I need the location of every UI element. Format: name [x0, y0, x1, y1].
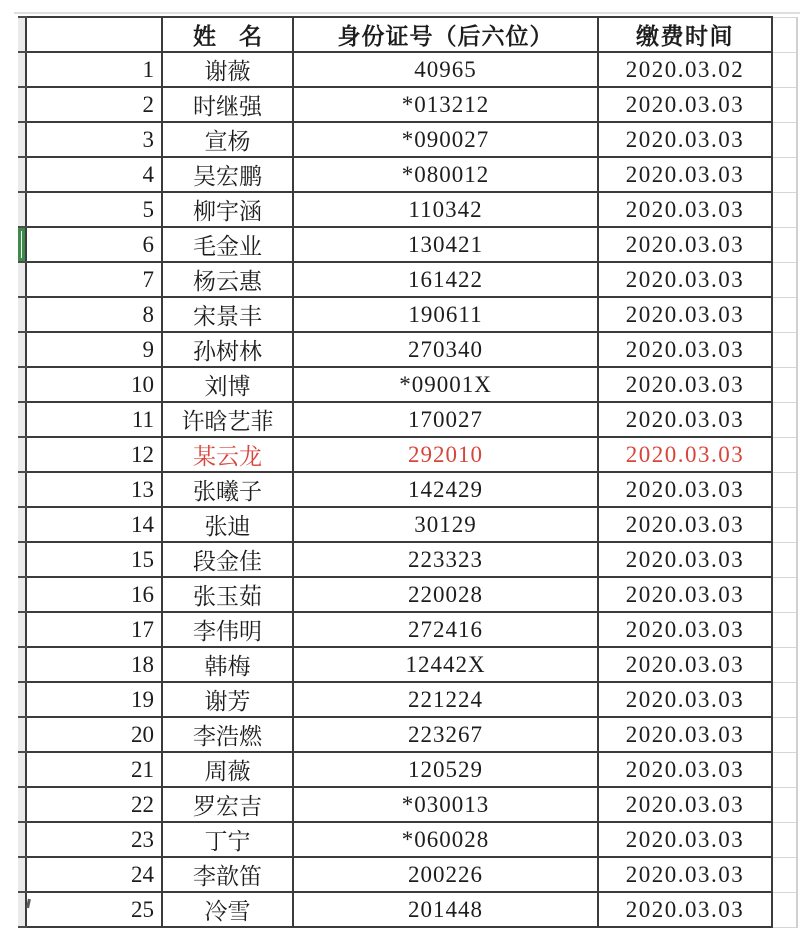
table-row: [18, 542, 797, 577]
id-cell[interactable]: 12442X: [293, 647, 598, 682]
name-cell[interactable]: 李浩燃: [162, 717, 293, 752]
left-margin-cell[interactable]: [18, 787, 26, 822]
date-cell[interactable]: 2020.03.03: [598, 752, 772, 787]
date-cell[interactable]: 2020.03.03: [598, 157, 772, 192]
left-margin-cell[interactable]: [18, 52, 26, 87]
right-margin-cell[interactable]: [772, 577, 797, 612]
id-cell[interactable]: 40965: [293, 52, 598, 87]
name-cell[interactable]: 谢薇: [162, 52, 293, 87]
table-row: [18, 752, 797, 787]
date-cell[interactable]: 2020.03.03: [598, 332, 772, 367]
table-row: [18, 682, 797, 717]
row-number-cell[interactable]: 7: [26, 262, 162, 297]
table-row: [18, 87, 797, 122]
table-row: [18, 507, 797, 542]
left-margin-cell[interactable]: [18, 857, 26, 892]
right-margin-cell[interactable]: [772, 787, 797, 822]
right-margin-cell: [772, 17, 797, 52]
id-cell[interactable]: 200226: [293, 857, 598, 892]
id-cell[interactable]: 201448: [293, 892, 598, 927]
right-margin-cell[interactable]: [772, 542, 797, 577]
table-row: [18, 52, 797, 87]
right-margin-cell[interactable]: [772, 227, 797, 262]
right-margin-cell[interactable]: [772, 367, 797, 402]
row-number-cell[interactable]: 16: [26, 577, 162, 612]
left-margin-cell[interactable]: [18, 157, 26, 192]
name-cell[interactable]: 罗宏吉: [162, 787, 293, 822]
name-cell[interactable]: 时继强: [162, 87, 293, 122]
table-row: [18, 402, 797, 437]
row-number-cell[interactable]: 12: [26, 437, 162, 472]
date-cell[interactable]: 2020.03.03: [598, 577, 772, 612]
table-row: [18, 437, 797, 472]
name-cell[interactable]: 刘博: [162, 367, 293, 402]
left-margin-cell[interactable]: [18, 262, 26, 297]
right-margin-cell[interactable]: [772, 87, 797, 122]
id-cell[interactable]: *09001X: [293, 367, 598, 402]
date-cell[interactable]: 2020.03.03: [598, 892, 772, 927]
name-cell[interactable]: 某云龙: [162, 437, 293, 472]
row-number-cell[interactable]: 18: [26, 647, 162, 682]
row-number-cell[interactable]: 20: [26, 717, 162, 752]
right-margin-cell[interactable]: [772, 507, 797, 542]
id-cell[interactable]: 30129: [293, 507, 598, 542]
right-margin-cell[interactable]: [772, 857, 797, 892]
id-cell[interactable]: *080012: [293, 157, 598, 192]
id-cell[interactable]: *090027: [293, 122, 598, 157]
table-row: [18, 857, 797, 892]
right-margin-cell[interactable]: [772, 437, 797, 472]
date-cell[interactable]: 2020.03.03: [598, 787, 772, 822]
cutoff-row-line: [14, 12, 800, 14]
id-cell[interactable]: 223267: [293, 717, 598, 752]
left-margin-cell[interactable]: [18, 612, 26, 647]
date-cell[interactable]: 2020.03.03: [598, 717, 772, 752]
name-cell[interactable]: 李歆笛: [162, 857, 293, 892]
name-cell[interactable]: 毛金业: [162, 227, 293, 262]
id-cell[interactable]: *013212: [293, 87, 598, 122]
name-cell[interactable]: 宣杨: [162, 122, 293, 157]
row-number-cell[interactable]: 10: [26, 367, 162, 402]
id-cell[interactable]: 221224: [293, 682, 598, 717]
table-row: [18, 612, 797, 647]
id-cell[interactable]: 120529: [293, 752, 598, 787]
table-row: [18, 822, 797, 857]
date-cell[interactable]: 2020.03.03: [598, 472, 772, 507]
id-cell[interactable]: 190611: [293, 297, 598, 332]
right-margin-cell[interactable]: [772, 192, 797, 227]
table-row: [18, 577, 797, 612]
row-number-cell[interactable]: 15: [26, 542, 162, 577]
name-cell[interactable]: 周薇: [162, 752, 293, 787]
id-cell[interactable]: 130421: [293, 227, 598, 262]
row-number-cell[interactable]: 23: [26, 822, 162, 857]
date-cell[interactable]: 2020.03.03: [598, 612, 772, 647]
table-row: [18, 472, 797, 507]
name-cell[interactable]: 谢芳: [162, 682, 293, 717]
right-margin-cell[interactable]: [772, 822, 797, 857]
date-header-cell[interactable]: 缴费时间: [598, 17, 772, 52]
right-margin-cell[interactable]: [772, 717, 797, 752]
right-margin-cell[interactable]: [772, 297, 797, 332]
left-margin-cell[interactable]: [18, 542, 26, 577]
date-cell[interactable]: 2020.03.03: [598, 822, 772, 857]
date-cell[interactable]: 2020.03.02: [598, 52, 772, 87]
id-cell[interactable]: 220028: [293, 577, 598, 612]
id-cell[interactable]: 142429: [293, 472, 598, 507]
table-row: [18, 262, 797, 297]
name-cell[interactable]: 柳宇涵: [162, 192, 293, 227]
table-row: [18, 227, 797, 262]
date-cell[interactable]: 2020.03.03: [598, 857, 772, 892]
right-margin-cell[interactable]: [772, 262, 797, 297]
id-cell[interactable]: *060028: [293, 822, 598, 857]
date-cell[interactable]: 2020.03.03: [598, 122, 772, 157]
left-margin-cell[interactable]: [18, 437, 26, 472]
right-margin-cell[interactable]: [772, 612, 797, 647]
header-row: [18, 17, 797, 52]
row-number-cell[interactable]: 4: [26, 157, 162, 192]
right-margin-cell[interactable]: [772, 752, 797, 787]
left-margin-cell[interactable]: [18, 87, 26, 122]
row-number-cell[interactable]: 25: [26, 892, 162, 927]
id-header-cell[interactable]: 身份证号（后六位）: [293, 17, 598, 52]
right-margin-cell[interactable]: [772, 647, 797, 682]
table-row: [18, 157, 797, 192]
name-cell[interactable]: 杨云惠: [162, 262, 293, 297]
name-cell[interactable]: 段金佳: [162, 542, 293, 577]
date-cell[interactable]: 2020.03.03: [598, 262, 772, 297]
left-margin-cell[interactable]: [18, 472, 26, 507]
row-number-header-cell[interactable]: [26, 17, 162, 52]
table-row: [18, 332, 797, 367]
table-row: [18, 717, 797, 752]
name-cell[interactable]: 冷雪: [162, 892, 293, 927]
table-row: [18, 892, 797, 927]
left-margin-cell[interactable]: [18, 892, 26, 927]
left-margin-cell[interactable]: [18, 822, 26, 857]
right-margin-cell[interactable]: [772, 122, 797, 157]
date-cell[interactable]: 2020.03.03: [598, 192, 772, 227]
name-cell[interactable]: 孙树林: [162, 332, 293, 367]
right-margin-cell[interactable]: [772, 472, 797, 507]
row-number-cell[interactable]: 13: [26, 472, 162, 507]
name-cell[interactable]: 宋景丰: [162, 297, 293, 332]
row-number-cell[interactable]: 2: [26, 87, 162, 122]
table-row: [18, 122, 797, 157]
row-number-cell[interactable]: 8: [26, 297, 162, 332]
right-margin-cell[interactable]: [772, 52, 797, 87]
row-number-cell[interactable]: 6: [26, 227, 162, 262]
left-margin-cell[interactable]: [18, 647, 26, 682]
left-margin-cell[interactable]: [18, 332, 26, 367]
id-cell[interactable]: 223323: [293, 542, 598, 577]
name-cell[interactable]: 许晗艺菲: [162, 402, 293, 437]
row-number-cell[interactable]: 22: [26, 787, 162, 822]
date-cell[interactable]: 2020.03.03: [598, 437, 772, 472]
left-margin-cell[interactable]: [18, 402, 26, 437]
row-number-cell[interactable]: 17: [26, 612, 162, 647]
id-cell[interactable]: 270340: [293, 332, 598, 367]
id-cell[interactable]: *030013: [293, 787, 598, 822]
left-margin-cell[interactable]: [18, 717, 26, 752]
date-cell[interactable]: 2020.03.03: [598, 87, 772, 122]
left-margin-cell[interactable]: [18, 682, 26, 717]
table-row: [18, 297, 797, 332]
row-number-cell[interactable]: 9: [26, 332, 162, 367]
id-cell[interactable]: 272416: [293, 612, 598, 647]
left-margin-cell[interactable]: [18, 192, 26, 227]
row-number-cell[interactable]: 24: [26, 857, 162, 892]
right-margin-cell[interactable]: [772, 332, 797, 367]
id-cell[interactable]: 110342: [293, 192, 598, 227]
date-cell[interactable]: 2020.03.03: [598, 682, 772, 717]
name-cell[interactable]: 吴宏鹏: [162, 157, 293, 192]
table-body: [18, 52, 797, 927]
right-margin-cell[interactable]: [772, 892, 797, 927]
payment-table: [18, 16, 798, 928]
right-margin-cell[interactable]: [772, 682, 797, 717]
name-cell[interactable]: 韩梅: [162, 647, 293, 682]
date-cell[interactable]: 2020.03.03: [598, 542, 772, 577]
left-margin-cell[interactable]: [18, 122, 26, 157]
row-number-cell[interactable]: 11: [26, 402, 162, 437]
row-number-cell[interactable]: 21: [26, 752, 162, 787]
name-cell[interactable]: 张曦子: [162, 472, 293, 507]
left-margin-cell: [18, 17, 26, 52]
date-cell[interactable]: 2020.03.03: [598, 507, 772, 542]
left-margin-cell[interactable]: [18, 227, 26, 262]
name-cell[interactable]: 丁宁: [162, 822, 293, 857]
date-cell[interactable]: 2020.03.03: [598, 402, 772, 437]
table-row: [18, 367, 797, 402]
id-cell[interactable]: 161422: [293, 262, 598, 297]
left-margin-cell[interactable]: [18, 507, 26, 542]
name-cell[interactable]: 张迪: [162, 507, 293, 542]
id-cell[interactable]: 170027: [293, 402, 598, 437]
right-margin-cell[interactable]: [772, 402, 797, 437]
left-margin-cell[interactable]: [18, 367, 26, 402]
date-cell[interactable]: 2020.03.03: [598, 367, 772, 402]
date-cell[interactable]: 2020.03.03: [598, 227, 772, 262]
right-margin-cell[interactable]: [772, 157, 797, 192]
row-number-cell[interactable]: 1: [26, 52, 162, 87]
name-cell[interactable]: 张玉茹: [162, 577, 293, 612]
date-cell[interactable]: 2020.03.03: [598, 647, 772, 682]
table-row: [18, 787, 797, 822]
id-cell[interactable]: 292010: [293, 437, 598, 472]
row-number-cell[interactable]: 14: [26, 507, 162, 542]
table-row: [18, 192, 797, 227]
name-cell[interactable]: 李伟明: [162, 612, 293, 647]
row-number-cell[interactable]: 19: [26, 682, 162, 717]
row-number-cell[interactable]: 5: [26, 192, 162, 227]
name-header-cell[interactable]: 姓 名: [162, 17, 293, 52]
table-row: [18, 647, 797, 682]
left-margin-cell[interactable]: [18, 577, 26, 612]
left-margin-cell[interactable]: [18, 297, 26, 332]
date-cell[interactable]: 2020.03.03: [598, 297, 772, 332]
left-margin-cell[interactable]: [18, 752, 26, 787]
row-number-cell[interactable]: 3: [26, 122, 162, 157]
